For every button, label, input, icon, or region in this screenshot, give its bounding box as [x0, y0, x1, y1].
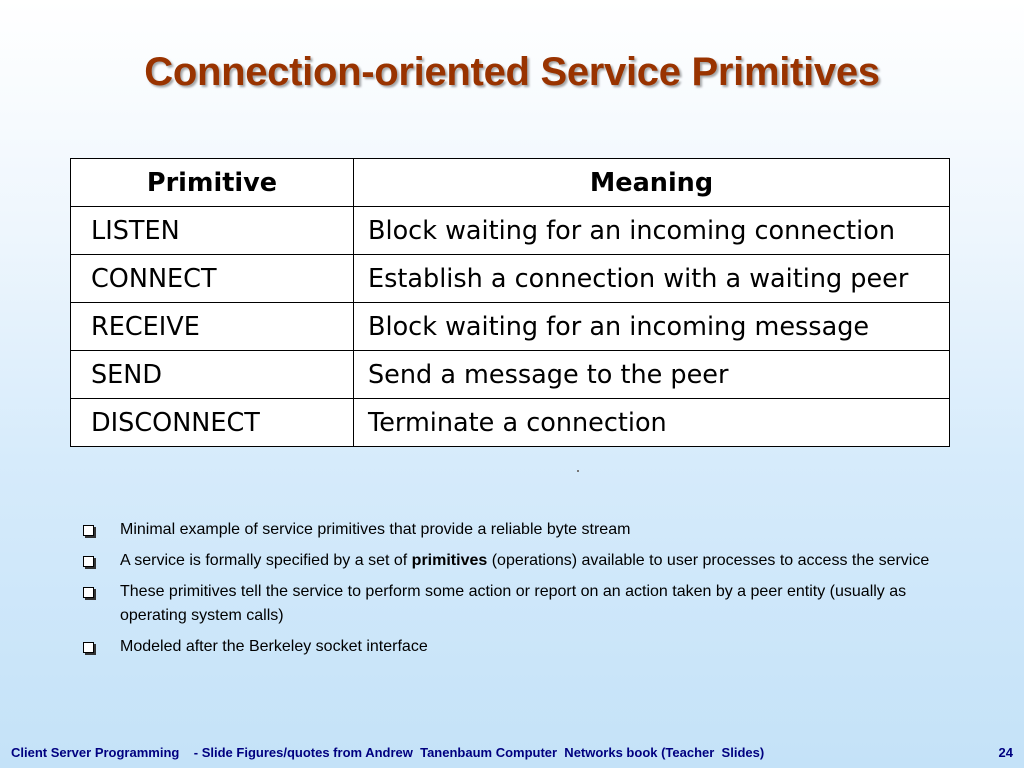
- meaning-cell: Establish a connection with a waiting peer: [354, 255, 950, 303]
- primitives-table: [70, 158, 950, 447]
- bullet-item: [80, 580, 940, 628]
- header-primitive: Primitive: [71, 159, 354, 207]
- meaning-cell: Block waiting for an incoming message: [354, 303, 950, 351]
- table-row: [71, 255, 950, 303]
- page-number: 24: [998, 745, 1013, 760]
- bullet-item: [80, 549, 940, 573]
- meaning-cell: Block waiting for an incoming connection: [354, 207, 950, 255]
- primitive-cell: SEND: [71, 351, 354, 399]
- bullet-item: [80, 518, 940, 542]
- bullet-text-bold: primitives: [411, 552, 488, 569]
- bullet-text-pre: A service is formally specified by a set of: [120, 552, 412, 569]
- table-row: [71, 351, 950, 399]
- slide-title: Connection-oriented Service Primitives: [144, 50, 880, 94]
- bullet-text: Modeled after the Berkeley socket interface: [120, 638, 428, 655]
- header-meaning: Meaning: [354, 159, 950, 207]
- bullet-item: [80, 635, 940, 659]
- checkbox-bullet-icon: [83, 642, 94, 653]
- primitive-cell: RECEIVE: [71, 303, 354, 351]
- table-row: [71, 399, 950, 447]
- checkbox-bullet-icon: [83, 587, 94, 598]
- checkbox-bullet-icon: [83, 556, 94, 567]
- primitive-cell: CONNECT: [71, 255, 354, 303]
- bullet-text: These primitives tell the service to perform some action or report on an action taken by a peer entity (usually as operating system calls): [120, 583, 907, 624]
- primitive-cell: LISTEN: [71, 207, 354, 255]
- primitives-table-container: [70, 158, 950, 447]
- bullet-text-post: (operations) available to user processes to access the service: [487, 552, 930, 569]
- slide-footer: [0, 740, 1024, 768]
- meaning-cell: Send a message to the peer: [354, 351, 950, 399]
- table-row: [71, 207, 950, 255]
- table-header-row: [71, 159, 950, 207]
- footer-text: Client Server Programming - Slide Figures/quotes from Andrew Tanenbaum Computer Networks book (Teacher Slides): [11, 745, 765, 760]
- meaning-cell: Terminate a connection: [354, 399, 950, 447]
- bullet-list: [80, 518, 940, 666]
- primitive-cell: DISCONNECT: [71, 399, 354, 447]
- bullet-text: Minimal example of service primitives that provide a reliable byte stream: [120, 521, 631, 538]
- decorative-dot: [577, 470, 579, 472]
- checkbox-bullet-icon: [83, 525, 94, 536]
- table-row: [71, 303, 950, 351]
